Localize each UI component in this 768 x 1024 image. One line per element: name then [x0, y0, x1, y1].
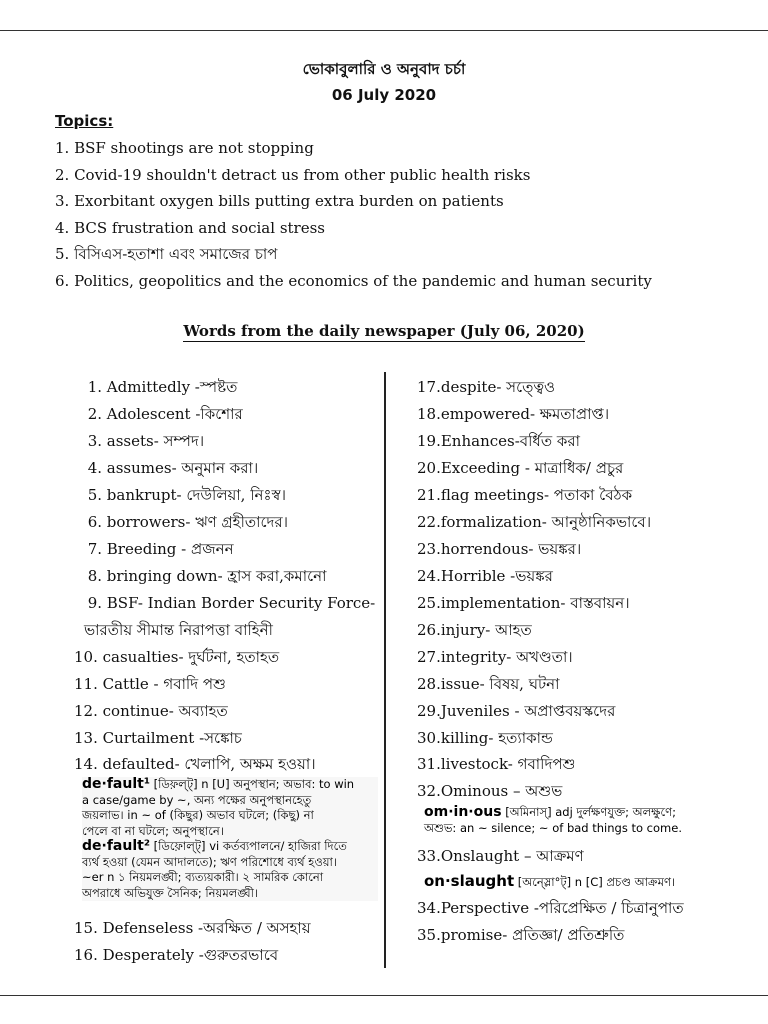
word-item: [417, 511, 651, 533]
word-number: 8.: [87, 567, 102, 585]
word-item: [74, 646, 279, 668]
word-item: [417, 924, 624, 946]
document-title: ভোকাবুলারি ও অনুবাদ চর্চা: [302, 60, 466, 78]
word-number: 34.: [417, 899, 441, 917]
word-number: 20.: [417, 459, 441, 477]
topics-list: [55, 137, 745, 297]
word-entry: promise- প্রতিজ্ঞা/ প্রতিশ্রুতি: [440, 926, 625, 944]
document-date: 06 July 2020: [331, 86, 437, 104]
word-entry: livestock- গবাদিপশু: [440, 755, 576, 773]
word-entry: empowered- ক্ষমতাপ্রাপ্ত।: [440, 405, 610, 423]
dict-line: [424, 805, 740, 821]
word-number: 13.: [74, 729, 98, 747]
word-entry: horrendous- ভয়ঙ্কর।: [440, 540, 582, 558]
word-item: [74, 673, 226, 695]
dictionary-clip-onslaught: [424, 874, 740, 891]
topic-item: 6. Politics, geopolitics and the economics of the pandemic and human security: [55, 271, 652, 290]
word-item: [417, 430, 580, 452]
word-item: [78, 592, 375, 614]
word-entry: Exceeding - মাত্রাধিক/ প্রচুর: [440, 459, 624, 477]
word-number: 15.: [74, 919, 98, 937]
dictionary-clip-ominous: [424, 805, 740, 836]
word-entry: formalization- আনুষ্ঠানিকভাবে।: [440, 513, 652, 531]
word-entry: borrowers- ঋণ গ্রহীতাদের।: [106, 513, 288, 531]
word-item: [417, 538, 581, 560]
dict-line: [82, 777, 378, 793]
dict-headword: de·fault²: [82, 838, 150, 854]
word-number: 4.: [87, 459, 102, 477]
word-item: [78, 403, 243, 425]
dict-headword: de·fault¹: [82, 776, 150, 792]
word-entry: injury- আহত: [440, 621, 532, 639]
dict-text: [ডিফ়োল্ট্] vi কর্তব্যপালনে/ হাজিরা দিতে: [153, 839, 347, 853]
word-entry: integrity- অখণ্ডতা।: [440, 648, 573, 666]
dict-line: জয়লাভ। in ~ of (কিছুর) অভাব ঘটলে; (কিছু) না: [82, 808, 314, 822]
word-number: 6.: [87, 513, 102, 531]
dict-text: [ডিফ়ল্ট্] n [U] অনুপস্থান; অভাব: to win: [153, 777, 355, 791]
word-item: [78, 430, 204, 452]
word-number: 21.: [417, 486, 441, 504]
word-number: 31.: [417, 755, 441, 773]
word-entry: bringing down- হ্রাস করা,কমানো: [106, 567, 327, 585]
bottom-rule: [0, 995, 768, 996]
word-item: [78, 511, 288, 533]
word-entry: Juveniles - অপ্রাপ্তবয়স্কদের: [440, 702, 616, 720]
word-item: [417, 619, 532, 641]
dict-line: ~er n ১ নিয়মলঙ্ঘী; ব্যত্যয়কারী। ২ সামরিক কোনো: [82, 870, 324, 884]
word-entry: Defenseless -অরক্ষিত / অসহায়: [102, 919, 311, 937]
word-number: 9.: [87, 594, 102, 612]
word-entry: Onslaught – আক্রমণ: [440, 847, 584, 865]
word-entry: Desperately -গুরুতরভাবে: [102, 946, 279, 964]
word-entry: bankrupt- দেউলিয়া, নিঃস্ব।: [106, 486, 286, 504]
word-number: 33.: [417, 847, 441, 865]
word-item: [78, 538, 234, 560]
word-entry: casualties- দুর্ঘটনা, হতাহত: [102, 648, 280, 666]
word-item-continuation: [84, 619, 273, 641]
word-entry: BSF- Indian Border Security Force-: [106, 594, 376, 612]
word-entry: Admittedly -স্পষ্টত: [106, 378, 238, 396]
word-item: [417, 780, 562, 802]
word-number: 27.: [417, 648, 441, 666]
word-entry: implementation- বাস্তবায়ন।: [440, 594, 630, 612]
word-entry: assets- সম্পদ।: [106, 432, 205, 450]
word-item: [78, 376, 237, 398]
word-entry: Horrible -ভয়ঙ্কর: [440, 567, 553, 585]
word-number: 11.: [74, 675, 98, 693]
word-entry: defaulted- খেলাপি, অক্ষম হওয়া।: [102, 755, 316, 773]
word-item: [417, 845, 584, 867]
word-entry: killing- হত্যাকান্ড: [440, 729, 553, 747]
word-item: [417, 403, 609, 425]
word-item: [74, 700, 228, 722]
word-item: [74, 727, 242, 749]
word-item: [417, 897, 684, 919]
word-number: 25.: [417, 594, 441, 612]
word-number: 30.: [417, 729, 441, 747]
word-item: [78, 457, 258, 479]
word-number: 26.: [417, 621, 441, 639]
top-rule: [0, 30, 768, 31]
topic-item: 4. BCS frustration and social stress: [55, 218, 325, 237]
topic-item: 3. Exorbitant oxygen bills putting extra burden on patients: [55, 192, 504, 211]
dict-line: অপরাধে অভিযুক্ত সৈনিক; নিয়মলঙ্ঘী।: [82, 885, 259, 900]
word-entry: Ominous – অশুভ: [440, 782, 563, 800]
word-entry: flag meetings- পতাকা বৈঠক: [440, 486, 633, 504]
topic-item: 2. Covid-19 shouldn't detract us from other public health risks: [55, 165, 531, 184]
word-number: 24.: [417, 567, 441, 585]
word-entry: Breeding - প্রজনন: [106, 540, 234, 558]
word-item: [78, 565, 326, 587]
word-item: [417, 700, 615, 722]
dict-text: [অমিনাস্] adj দুর্লক্ষণযুক্ত; অলক্ষুণে;: [505, 805, 676, 819]
word-item: [78, 484, 286, 506]
word-number: 2.: [87, 405, 102, 423]
words-heading-text: Words from the daily newspaper (July 06, 2020): [183, 322, 585, 340]
word-item: [417, 727, 553, 749]
word-entry: assumes- অনুমান করা।: [106, 459, 259, 477]
word-item: [74, 917, 311, 939]
word-number: 3.: [87, 432, 102, 450]
word-item: [417, 484, 632, 506]
word-item: [74, 944, 278, 966]
dict-line: পেলে বা না ঘটলে; অনুপস্থানে।: [82, 823, 224, 838]
dict-text: [অন্স্লো°ট্] n [C] প্রচণ্ড আক্রমণ।: [517, 875, 676, 889]
word-entry: Curtailment -সঙ্কোচ: [102, 729, 242, 747]
dict-headword: om·in·ous: [424, 804, 502, 820]
word-item: [417, 376, 555, 398]
word-item: [417, 565, 553, 587]
topic-item: 1. BSF shootings are not stopping: [55, 139, 314, 157]
word-number: 28.: [417, 675, 441, 693]
word-entry: despite- সত্ত্বেও: [440, 378, 556, 396]
dict-line: অশুভ: an ~ silence; ~ of bad things to come.: [424, 820, 682, 835]
words-heading: [0, 322, 768, 340]
word-number: 29.: [417, 702, 441, 720]
word-number: 7.: [87, 540, 102, 558]
dict-line: ব্যর্থ হওয়া (যেমন আদালতে); ঋণ পরিশোধে ব্যর্থ হওয়া।: [82, 854, 338, 869]
word-entry: ভারতীয় সীমান্ত নিরাপত্তা বাহিনী: [84, 621, 273, 639]
word-number: 32.: [417, 782, 441, 800]
word-number: 17.: [417, 378, 441, 396]
word-number: 16.: [74, 946, 98, 964]
word-number: 19.: [417, 432, 441, 450]
word-entry: Cattle - গবাদি পশু: [102, 675, 226, 693]
word-number: 5.: [87, 486, 102, 504]
word-number: 18.: [417, 405, 441, 423]
word-number: 22.: [417, 513, 441, 531]
topic-item: 5. বিসিএস-হতাশা এবং সমাজের চাপ: [55, 245, 278, 264]
word-entry: issue- বিষয়, ঘটনা: [440, 675, 560, 693]
word-item: [74, 753, 316, 775]
word-number: 12.: [74, 702, 98, 720]
dict-line: [82, 839, 378, 855]
word-number: 1.: [87, 378, 102, 396]
word-item: [417, 457, 623, 479]
word-number: 23.: [417, 540, 441, 558]
word-item: [417, 646, 573, 668]
word-item: [417, 673, 559, 695]
word-item: [417, 592, 630, 614]
dict-line: a case/game by ~, অন্য পক্ষের অনুপস্থানহেতু: [82, 792, 312, 807]
dict-line: [424, 874, 740, 891]
word-number: 10.: [74, 648, 98, 666]
word-entry: Enhances-বর্ধিত করা: [440, 432, 580, 450]
dictionary-clip-default: [82, 777, 378, 901]
word-entry: continue- অব্যাহত: [102, 702, 228, 720]
column-divider: [384, 372, 386, 968]
dict-headword: on·slaught: [424, 872, 515, 890]
word-entry: Adolescent -কিশোর: [106, 405, 243, 423]
word-number: 14.: [74, 755, 98, 773]
word-entry: Perspective -পরিপ্রেক্ষিত / চিত্রানুপাত: [440, 899, 684, 917]
topics-heading: Topics:: [55, 112, 114, 130]
word-number: 35.: [417, 926, 441, 944]
word-item: [417, 753, 575, 775]
